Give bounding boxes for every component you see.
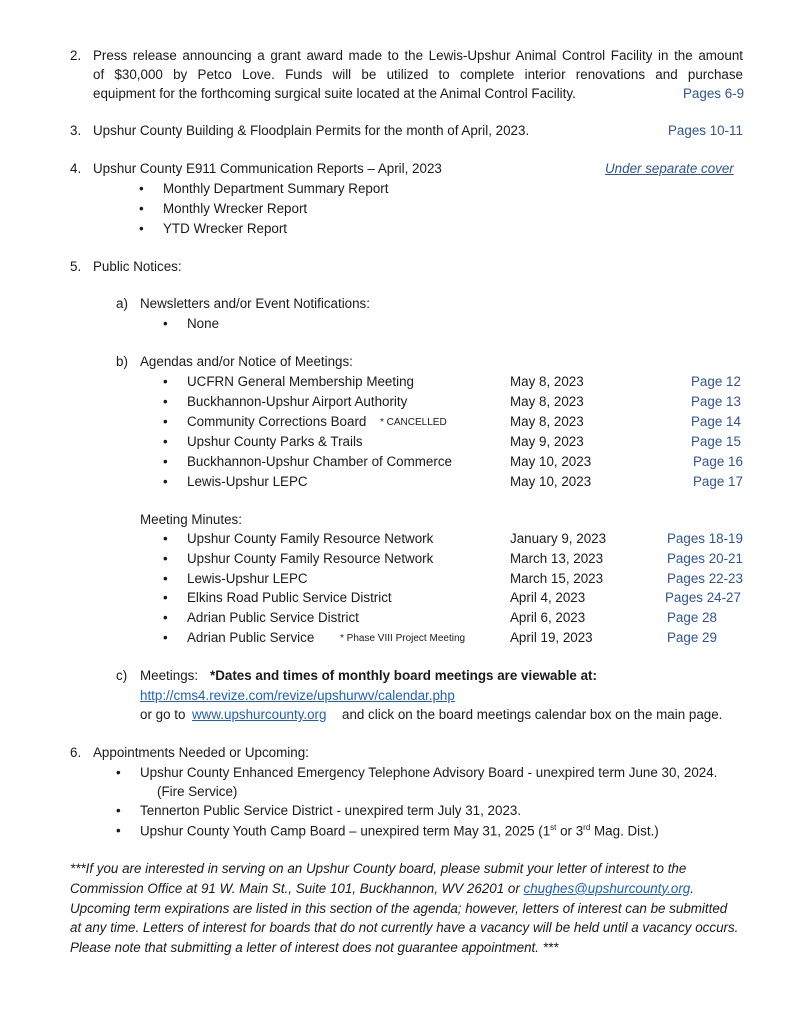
calendar-url-link[interactable]: http://cms4.revize.com/revize/upshurwv/calendar.php [140,688,455,703]
agenda-item-note: * CANCELLED [380,417,447,428]
agenda-item-date: May 10, 2023 [510,474,592,489]
appointment-3-post: Mag. Dist.) [590,823,659,839]
goto-text-post: and click on the board meetings calendar box on the main page. [342,707,723,722]
item-5b-letter: b) [116,354,128,369]
minutes-item-name: • Upshur County Family Resource Network [187,551,433,566]
appointment-3-sup-2: rd [583,823,591,832]
meeting-minutes-title: Meeting Minutes: [140,512,242,527]
minutes-item-date: March 13, 2023 [510,551,604,566]
minutes-item-page: Pages 18-19 [667,531,743,546]
agenda-item-date: May 9, 2023 [510,434,584,449]
minutes-item-page: Pages 22-23 [667,571,743,586]
appointment-3 [140,823,659,838]
appointment-3-pre: Upshur County Youth Camp Board – unexpired term May 31, 2025 (1 [140,823,551,839]
agenda-item-date: May 8, 2023 [510,414,584,429]
agenda-item-page: Page 16 [693,454,743,469]
item-6-text: Appointments Needed or Upcoming: [93,745,309,760]
appointment-1: • Upshur County Enhanced Emergency Telephone Advisory Board - unexpired term June 30, 2024. [140,765,717,780]
agenda-item-date: May 8, 2023 [510,394,584,409]
minutes-item-note: * Phase VIII Project Meeting [340,633,466,644]
email-link[interactable]: chughes@upshurcounty.org [523,880,691,896]
agenda-item-page: Page 15 [691,434,741,449]
agenda-item-name: • Buckhannon-Upshur Chamber of Commerce [187,454,452,469]
item-2-line-1: Press release announcing a grant award made to the Lewis-Upshur Animal Control Facility in the amount [93,48,743,63]
minutes-item-name: • Upshur County Family Resource Network [187,531,433,546]
agenda-item-name: • Community Corrections Board [187,414,366,429]
item-5c-bold-text: *Dates and times of monthly board meetings are viewable at: [210,668,597,683]
minutes-item-name: • Lewis-Upshur LEPC [187,571,308,586]
minutes-item-page: Page 28 [667,610,717,625]
appointment-3-mid: or 3 [556,823,584,839]
item-4-text: Upshur County E911 Communication Reports – April, 2023 [93,161,442,176]
agenda-item-date: May 10, 2023 [510,454,592,469]
agenda-item-name: • Buckhannon-Upshur Airport Authority [187,394,407,409]
appointment-2: • Tennerton Public Service District - unexpired term July 31, 2023. [140,803,521,818]
item-5a-letter: a) [116,296,128,311]
item-4-number: 4. [70,161,82,176]
minutes-item-page: Page 29 [667,630,717,645]
item-3-pages: Pages 10-11 [668,123,743,138]
minutes-item-name: • Elkins Road Public Service District [187,590,392,605]
agenda-item-page: Page 12 [691,374,741,389]
item-3-number: 3. [70,123,82,138]
item-4-bullet-2: • Monthly Wrecker Report [163,201,307,216]
minutes-item-date: January 9, 2023 [510,531,607,546]
item-2-line-2: of $30,000 by Petco Love. Funds will be utilized to complete interior renovations and purchase [93,67,743,82]
item-5c-letter: c) [116,668,128,683]
agenda-item-page: Page 13 [691,394,741,409]
agenda-item-page: Page 17 [693,474,743,489]
board-interest-note [70,859,742,958]
item-2-line-3: equipment for the forthcoming surgical suite located at the Animal Control Facility. [93,86,576,101]
note-text-pre: ***If you are interested in serving on an Upshur County board, please submit your letter of interest to the Commission Office at 91 W. Main St., Suite 101, Buckhannon, WV 26201 or [70,861,687,896]
item-5-number: 5. [70,259,82,274]
item-4-bullet-1: • Monthly Department Summary Report [163,181,389,196]
minutes-item-date: April 4, 2023 [510,590,586,605]
minutes-item-date: March 15, 2023 [510,571,604,586]
agenda-item-date: May 8, 2023 [510,374,584,389]
appointment-1-cont: (Fire Service) [157,784,238,799]
item-6-number: 6. [70,745,82,760]
item-5a-bullet-1: • None [187,316,219,331]
appointment-3-sup-1: st [550,823,557,832]
under-separate-cover-link[interactable]: Under separate cover [605,161,734,176]
item-5c-label: Meetings: [140,668,199,683]
agenda-item-name: • Lewis-Upshur LEPC [187,474,308,489]
item-4-bullet-3: • YTD Wrecker Report [163,221,287,236]
item-5-text: Public Notices: [93,259,182,274]
note-text-post: . Upcoming term expirations are listed in this section of the agenda; however, letters of interest can be submitted at any time. Letters of interest for boards that do not currently have a vacancy will be held until a vacancy occurs. Please note that submitting a letter of interest does not guarantee appointment. *** [70,880,739,956]
item-2-number: 2. [70,48,82,63]
agenda-item-name: • UCFRN General Membership Meeting [187,374,414,389]
agenda-item-page: Page 14 [691,414,741,429]
item-5a-title: Newsletters and/or Event Notifications: [140,296,370,311]
minutes-item-date: April 19, 2023 [510,630,593,645]
item-3-text: Upshur County Building & Floodplain Permits for the month of April, 2023. [93,123,530,138]
minutes-item-name: • Adrian Public Service [187,630,314,645]
county-site-link[interactable]: www.upshurcounty.org [192,707,327,722]
item-5b-title: Agendas and/or Notice of Meetings: [140,354,353,369]
goto-text-pre: or go to [140,707,186,722]
minutes-item-date: April 6, 2023 [510,610,586,625]
minutes-item-page: Pages 24-27 [665,590,741,605]
minutes-item-page: Pages 20-21 [667,551,743,566]
item-2-pages: Pages 6-9 [683,86,745,101]
minutes-item-name: • Adrian Public Service District [187,610,359,625]
agenda-item-name: • Upshur County Parks & Trails [187,434,363,449]
